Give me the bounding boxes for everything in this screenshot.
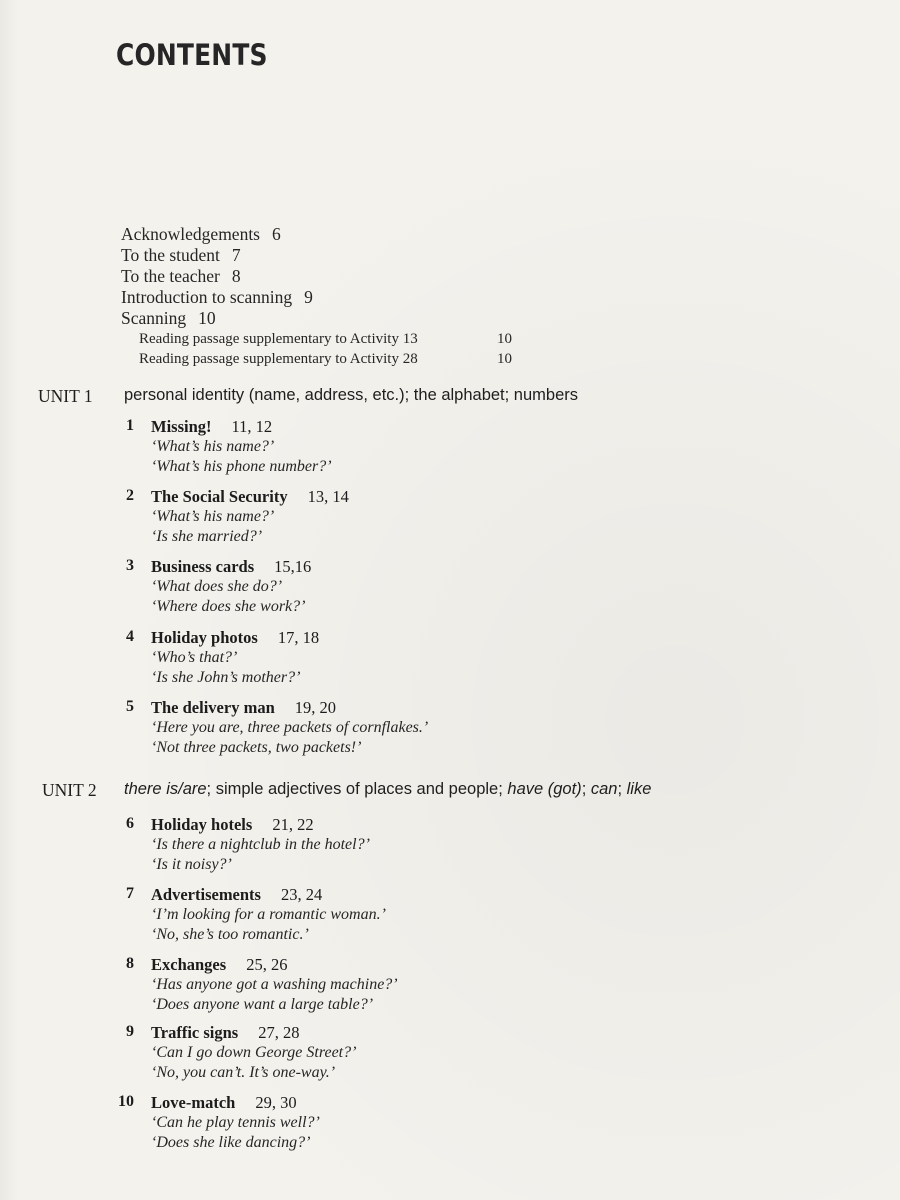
activity-number: 10 <box>118 1093 134 1110</box>
unit-topic-italic: can <box>590 780 618 798</box>
activity-body <box>151 885 386 945</box>
activity-pages: 17, 18 <box>277 628 320 647</box>
activity-question: ‘Is she married?’ <box>151 528 263 545</box>
activity-question: ‘Has anyone got a washing machine?’ <box>151 976 398 993</box>
activity-title-line <box>151 815 370 835</box>
activity-pages: 11, 12 <box>231 417 273 436</box>
activity-question: ‘No, she’s too romantic.’ <box>151 926 309 943</box>
unit-topic-text: ; <box>617 780 627 798</box>
activity-pages: 13, 14 <box>307 487 349 506</box>
front-matter-label: To the teacher <box>121 266 220 286</box>
activity-body <box>151 698 428 758</box>
front-matter-page: 9 <box>304 287 313 307</box>
front-matter-item <box>121 224 418 245</box>
unit-topic-text: personal identity (name, address, etc.); the alphabet; numbers <box>124 386 578 404</box>
activity-question: ‘No, you can’t. It’s one-way.’ <box>151 1064 336 1081</box>
front-matter-sub-label: Reading passage supplementary to Activity 13 <box>139 331 418 347</box>
activity-pages: 27, 28 <box>258 1023 300 1042</box>
front-matter-item <box>121 308 418 329</box>
front-matter-sub-page: 10 <box>497 331 512 347</box>
activity-title-line <box>151 1023 356 1043</box>
activity-pages: 29, 30 <box>255 1093 297 1112</box>
activity-number: 3 <box>126 557 134 574</box>
activity-question: ‘What’s his phone number?’ <box>151 458 332 475</box>
unit-topic <box>124 780 651 799</box>
activity-title-line <box>151 698 428 718</box>
activity-body <box>151 417 332 477</box>
activity-question: ‘Can I go down George Street?’ <box>151 1044 357 1061</box>
front-matter-page: 7 <box>231 245 241 265</box>
activity-title: Business cards <box>151 557 255 576</box>
front-matter-label: Scanning <box>121 308 187 328</box>
activity-question: ‘Who’s that?’ <box>151 649 238 666</box>
front-matter-sub-label: Reading passage supplementary to Activity 28 <box>139 351 418 367</box>
activity-body <box>151 628 319 688</box>
front-matter-subitem <box>121 329 512 349</box>
activity-title: Advertisements <box>151 885 261 904</box>
activity-title-line <box>151 557 311 577</box>
activity-title-line <box>151 955 398 975</box>
unit-label: UNIT 1 <box>38 386 93 406</box>
activity-title-line <box>151 1093 320 1113</box>
activity-pages: 23, 24 <box>280 885 323 904</box>
activity-question: ‘What’s his name?’ <box>151 438 275 455</box>
unit-topic-text: ; simple adjectives of places and people; <box>206 780 508 798</box>
activity-title: The delivery man <box>151 698 275 717</box>
activity-question: ‘Is there a nightclub in the hotel?’ <box>151 836 370 853</box>
activity-question: ‘I’m looking for a romantic woman.’ <box>151 906 386 923</box>
front-matter-item <box>121 287 418 308</box>
activity-number: 4 <box>126 628 134 645</box>
unit-topic-italic: have (got) <box>507 780 582 798</box>
activity-body <box>151 1093 320 1153</box>
activity-pages: 19, 20 <box>294 698 336 717</box>
activity-title: Missing! <box>151 417 212 436</box>
activity-title: Traffic signs <box>151 1023 239 1042</box>
activity-pages: 25, 26 <box>246 955 288 974</box>
activity-title-line <box>151 885 386 905</box>
activity-title-line <box>151 417 332 437</box>
activity-question: ‘Is she John’s mother?’ <box>151 669 301 686</box>
unit-topic-text: ; <box>581 780 591 798</box>
front-matter-label: To the student <box>121 245 220 265</box>
front-matter-item <box>121 245 418 266</box>
unit-label: UNIT 2 <box>42 780 97 800</box>
activity-title-line <box>151 628 319 648</box>
front-matter-page: 10 <box>198 308 216 328</box>
activity-number: 1 <box>126 417 134 434</box>
activity-number: 7 <box>126 885 134 902</box>
front-matter-sub-page: 10 <box>497 351 512 367</box>
activity-question: ‘Here you are, three packets of cornflakes.’ <box>151 719 429 736</box>
activity-pages: 21, 22 <box>272 815 314 834</box>
activity-number: 5 <box>126 698 134 715</box>
front-matter-subitem <box>121 349 512 369</box>
activity-question: ‘Where does she work?’ <box>151 598 306 615</box>
front-matter-label: Introduction to scanning <box>121 287 293 307</box>
activity-number: 9 <box>126 1023 134 1040</box>
front-matter-page: 6 <box>272 224 281 244</box>
activity-title-line <box>151 487 349 507</box>
activity-number: 2 <box>126 487 134 504</box>
activity-title: Love-match <box>151 1093 236 1112</box>
front-matter-list <box>121 224 512 369</box>
activity-question: ‘Does anyone want a large table?’ <box>151 996 374 1013</box>
unit-topic-italic: there is/are <box>124 780 207 798</box>
front-matter-item <box>121 266 418 287</box>
unit-topic-italic: like <box>626 780 652 798</box>
activity-question: ‘Is it noisy?’ <box>151 856 232 873</box>
activity-question: ‘What’s his name?’ <box>151 508 275 525</box>
activity-body <box>151 487 349 547</box>
activity-body <box>151 955 398 1015</box>
activity-number: 6 <box>126 815 134 832</box>
activity-title: Holiday photos <box>151 628 258 647</box>
activity-body <box>151 815 370 875</box>
activity-body <box>151 557 311 617</box>
activity-question: ‘Does she like dancing?’ <box>151 1134 311 1151</box>
activity-title: Holiday hotels <box>151 815 253 834</box>
page-title: CONTENTS <box>116 38 268 72</box>
activity-title: The Social Security <box>151 487 288 506</box>
unit-topic <box>124 386 578 405</box>
activity-body <box>151 1023 356 1083</box>
activity-question: ‘Can he play tennis well?’ <box>151 1114 320 1131</box>
activity-question: ‘What does she do?’ <box>151 578 283 595</box>
activity-title: Exchanges <box>151 955 227 974</box>
front-matter-page: 8 <box>231 266 241 286</box>
activity-question: ‘Not three packets, two packets!’ <box>151 739 362 756</box>
activity-number: 8 <box>126 955 134 972</box>
front-matter-label: Acknowledgements <box>121 224 260 244</box>
activity-pages: 15,16 <box>274 557 312 576</box>
